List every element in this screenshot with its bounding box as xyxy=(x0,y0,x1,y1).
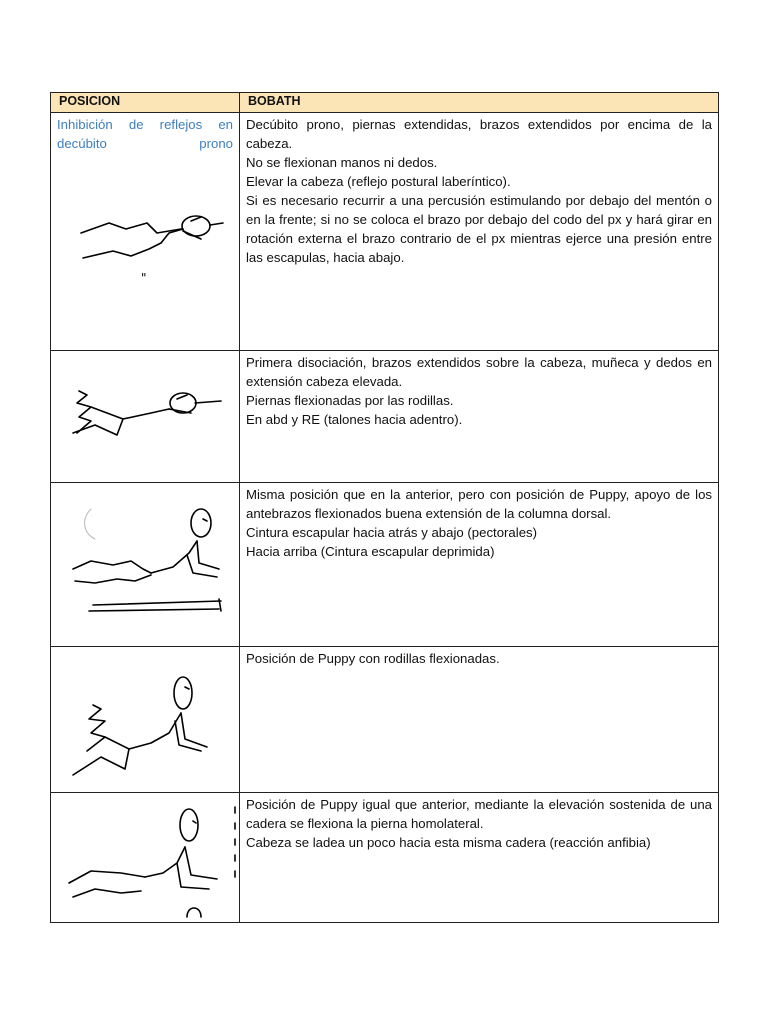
header-posicion: POSICION xyxy=(51,93,240,113)
description-line: En abd y RE (talones hacia adentro). xyxy=(246,412,463,427)
description-cell xyxy=(240,483,719,647)
position-cell xyxy=(51,647,240,793)
description-line: Si es necesario recurrir a una percusión estimulando por debajo del mentón o en la frente; si no se coloca el brazo por debajo del codo del px y hará girar en rotación externa el brazo contrario de el px mientras ejerce una presión entre las escapulas, hacia abajo. xyxy=(246,193,712,265)
description-cell xyxy=(240,793,719,923)
header-row xyxy=(51,93,719,113)
svg-text:": " xyxy=(141,271,147,285)
figure-decubito-prono xyxy=(51,153,240,313)
table-row xyxy=(51,351,719,483)
header-bobath: BOBATH xyxy=(240,93,719,113)
figure-puppy-cadera xyxy=(51,793,240,921)
description-line: Primera disociación, brazos extendidos sobre la cabeza, muñeca y dedos en extensión cabeza elevada. xyxy=(246,355,712,389)
figure-puppy-rodillas xyxy=(51,647,240,791)
description-cell xyxy=(240,647,719,793)
description-line: Hacia arriba (Cintura escapular deprimida) xyxy=(246,544,495,559)
figure-primera-disociacion xyxy=(51,351,240,479)
description-line: No se flexionan manos ni dedos. xyxy=(246,155,438,170)
description-line: Posición de Puppy igual que anterior, mediante la elevación sostenida de una cadera se flexiona la pierna homolateral. xyxy=(246,797,712,831)
position-cell xyxy=(51,351,240,483)
description-line: Decúbito prono, piernas extendidas, brazos extendidos por encima de la cabeza. xyxy=(246,117,712,151)
description-line: Cintura escapular hacia atrás y abajo (pectorales) xyxy=(246,525,538,540)
table-row xyxy=(51,647,719,793)
position-cell xyxy=(51,483,240,647)
figure-puppy xyxy=(51,483,240,643)
description-cell xyxy=(240,113,719,351)
description-line: Misma posición que en la anterior, pero con posición de Puppy, apoyo de los antebrazos flexionados buena extensión de la columna dorsal. xyxy=(246,487,712,521)
description-cell xyxy=(240,351,719,483)
bobath-table xyxy=(50,92,719,923)
description-line: Piernas flexionadas por las rodillas. xyxy=(246,393,454,408)
description-line: Posición de Puppy con rodillas flexionadas. xyxy=(246,651,500,666)
position-cell xyxy=(51,113,240,351)
table-row xyxy=(51,793,719,923)
table-row xyxy=(51,113,719,351)
position-cell xyxy=(51,793,240,923)
table-row xyxy=(51,483,719,647)
description-line: Cabeza se ladea un poco hacia esta misma cadera (reacción anfibia) xyxy=(246,835,651,850)
description-line: Elevar la cabeza (reflejo postural laberíntico). xyxy=(246,174,511,189)
position-caption: Inhibición de reflejos en decúbito prono xyxy=(57,117,233,151)
